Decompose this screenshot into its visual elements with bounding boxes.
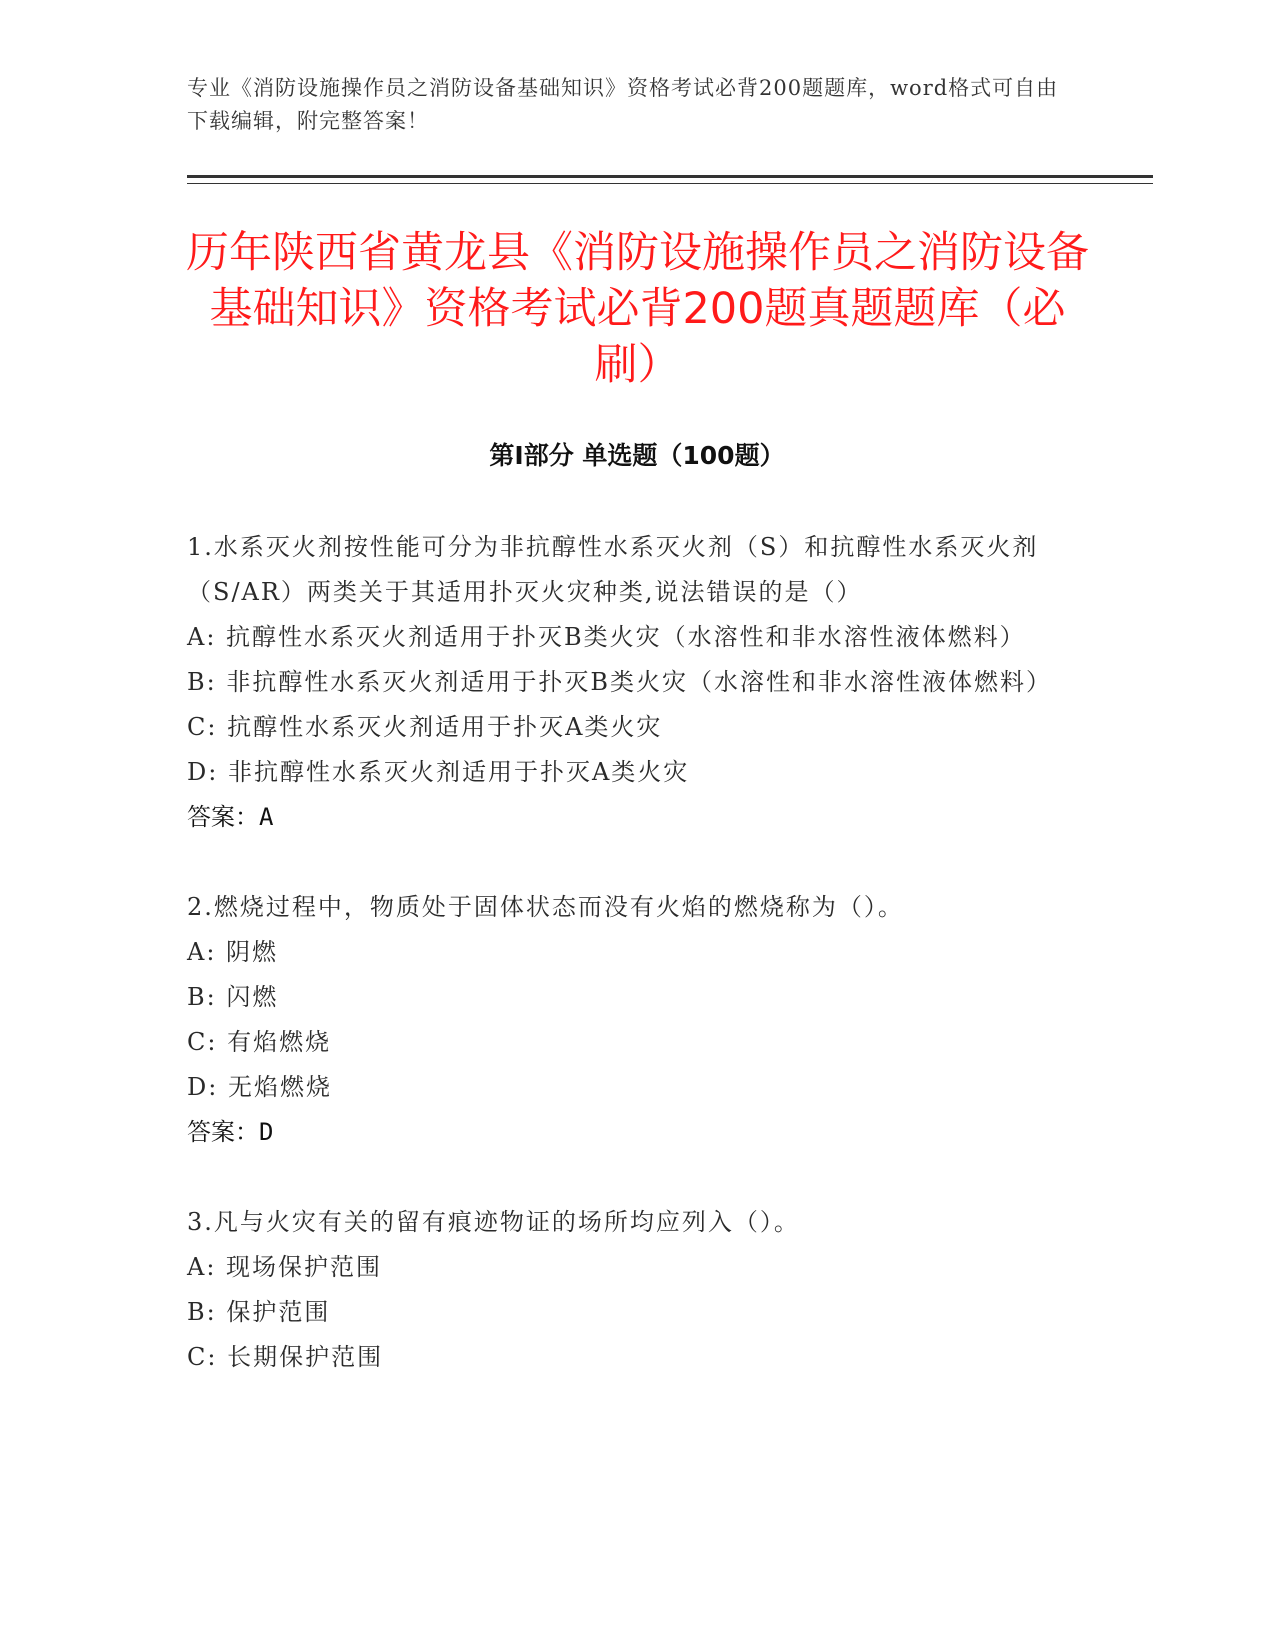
option-d: D: 无焰燃烧 xyxy=(187,1073,332,1101)
option-c: C: 长期保护范围 xyxy=(187,1343,384,1371)
question-3 xyxy=(187,1200,1067,1380)
answer-label: 答案： xyxy=(187,1118,259,1146)
option-c: C: 有焰燃烧 xyxy=(187,1028,332,1056)
option-b: B: 闪燃 xyxy=(187,983,279,1011)
option-b: B: 非抗醇性水系灭火剂适用于扑灭B类火灾（水溶性和非水溶性液体燃料） xyxy=(187,668,1052,696)
question-stem: 1.水系灭火剂按性能可分为非抗醇性水系灭火剂（S）和抗醇性水系灭火剂（S/AR）两类关于其适用扑灭火灾种类,说法错误的是（） xyxy=(187,533,1039,606)
question-2 xyxy=(187,885,1067,1155)
header-rule-thin xyxy=(187,183,1153,184)
answer-line xyxy=(187,795,1067,840)
option-a: A: 阴燃 xyxy=(187,938,279,966)
question-1 xyxy=(187,525,1067,840)
section-heading: 第I部分 单选题（100题） xyxy=(489,441,785,470)
header-note: 专业《消防设施操作员之消防设备基础知识》资格考试必背200题题库，word格式可自由下载编辑，附完整答案！ xyxy=(187,76,1059,133)
option-b: B: 保护范围 xyxy=(187,1298,331,1326)
option-c: C: 抗醇性水系灭火剂适用于扑灭A类火灾 xyxy=(187,713,663,741)
header-rule-thick xyxy=(187,175,1153,178)
answer-label: 答案： xyxy=(187,803,259,831)
document-title: 历年陕西省黄龙县《消防设施操作员之消防设备基础知识》资格考试必背200题真题题库（必刷） xyxy=(186,228,1089,390)
question-stem: 2.燃烧过程中，物质处于固体状态而没有火焰的燃烧称为（）。 xyxy=(187,893,904,921)
answer-value: A xyxy=(259,803,274,831)
answer-line xyxy=(187,1110,1067,1155)
option-a: A: 抗醇性水系灭火剂适用于扑灭B类火灾（水溶性和非水溶性液体燃料） xyxy=(187,623,1026,651)
question-list xyxy=(187,525,1067,1425)
question-stem: 3.凡与火灾有关的留有痕迹物证的场所均应列入（）。 xyxy=(187,1208,800,1236)
answer-value: D xyxy=(259,1118,274,1146)
option-a: A: 现场保护范围 xyxy=(187,1253,383,1281)
option-d: D: 非抗醇性水系灭火剂适用于扑灭A类火灾 xyxy=(187,758,690,786)
